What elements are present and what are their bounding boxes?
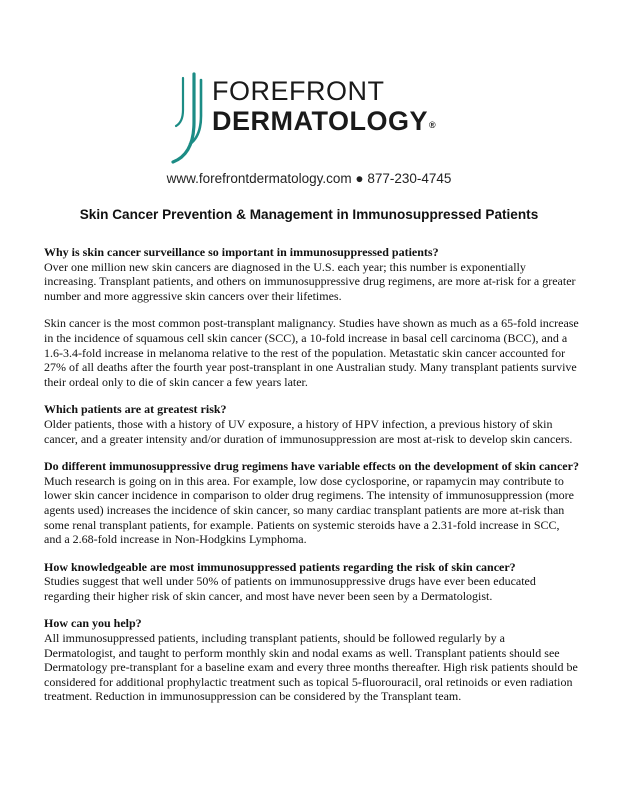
section-patient-knowledge — [44, 560, 579, 604]
paragraph: Over one million new skin cancers are diagnosed in the U.S. each year; this number is exponentially increasing. Transplant patients, and others on immunosuppressive drug regimens, are more at-risk for a greater number and more aggressive skin cancers over their lifetimes. — [44, 259, 576, 303]
paragraph: All immunosuppressed patients, including transplant patients, should be followed regularly by a Dermatologist, and taught to perform monthly skin and nodal exams as well. Transplant patients should see Dermatology pre-transplant for a baseline exam and every three months thereafter. High risk patients should be considered for additional prophylactic treatment such as topical 5-fluorouracil, oral retinoids or even radiation treatment. Reduction in immunosuppression can be considered by the Transplant team. — [44, 631, 578, 704]
section-heading: Which patients are at greatest risk? — [44, 402, 227, 417]
logo-line-dermatology — [212, 106, 436, 140]
section-greatest-risk — [44, 402, 579, 446]
logo-dermatology-text: DERMATOLOGY — [212, 106, 429, 136]
document-body — [44, 245, 579, 717]
logo-wordmark — [212, 76, 436, 140]
section-heading: Why is skin cancer surveillance so important in immunosuppressed patients? — [44, 245, 439, 259]
document-title: Skin Cancer Prevention & Management in Immunosuppressed Patients — [79, 207, 539, 222]
contact-line: www.forefrontdermatology.com ● 877-230-4745 — [166, 171, 452, 186]
section-how-to-help — [44, 616, 579, 704]
paragraph: Older patients, those with a history of UV exposure, a history of HPV infection, a previous history of skin cancer, and a greater intensity and/or duration of immunosuppression are most at-risk to develop skin cancers. — [44, 416, 573, 446]
paragraph: Much research is going on in this area. For example, low dose cyclosporine, or rapamycin may contribute to lower skin cancer incidence in comparison to older drug regimens. The intensity of immunosuppression (more agents used) increases the incidence of skin cancer, so many cardiac transplant patients are more at-risk than some renal transplant patients, for example. Patients on systemic steroids have a 2.31-fold increase in SCC, and a 2.68-fold increase in Non-Hodgkins Lymphoma. — [44, 473, 574, 547]
section-surveillance — [44, 245, 579, 389]
registered-mark: ® — [429, 120, 437, 130]
section-heading: How can you help? — [44, 616, 142, 631]
section-drug-regimens — [44, 459, 579, 547]
paragraph: Skin cancer is the most common post-transplant malignancy. Studies have shown as much as a 65-fold increase in the incidence of squamous cell skin cancer (SCC), a 10-fold increase in basal cell carcinoma (BCC), and a 1.6-3.4-fold increase in melanoma relative to the rest of the population. Metastatic skin cancer accounted for 27% of all deaths after the fourth year post-transplant in one Australian study. Many transplant patients survive their ordeal only to die of skin cancer a few years later. — [44, 316, 579, 389]
logo-line-forefront: FOREFRONT — [212, 76, 385, 106]
section-heading: Do different immunosuppressive drug regimens have variable effects on the development of skin cancer? — [44, 459, 579, 474]
section-heading: How knowledgeable are most immunosuppressed patients regarding the risk of skin cancer? — [44, 559, 516, 574]
paragraph: Studies suggest that well under 50% of patients on immunosuppressive drugs have ever been educated regarding their higher risk of skin cancer, and most have never been seen by a Dermatologist. — [44, 574, 536, 603]
forefront-logo-mark-icon — [168, 70, 204, 165]
forefront-logo — [168, 70, 458, 165]
